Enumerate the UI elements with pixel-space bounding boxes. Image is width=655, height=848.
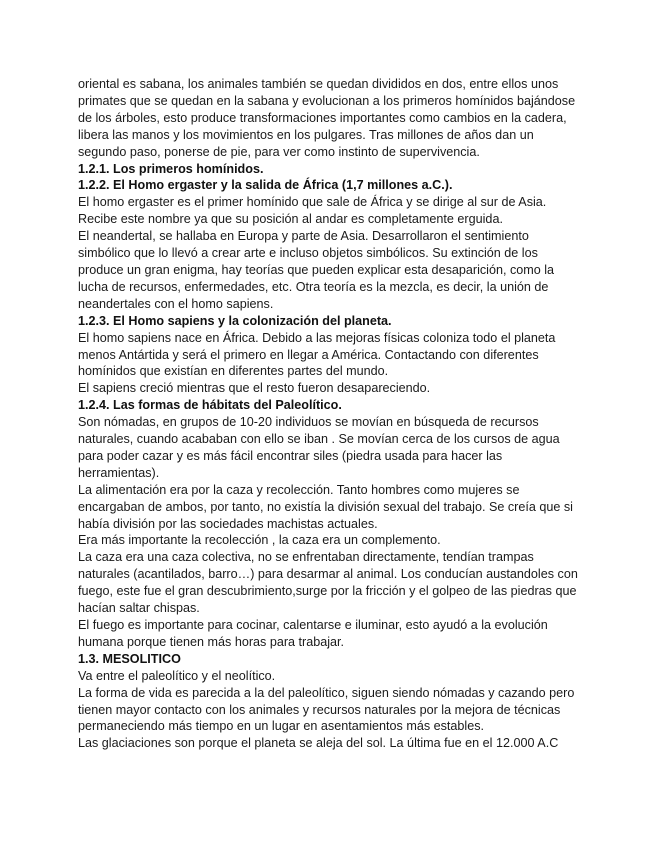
paragraph-sabana-primates: oriental es sabana, los animales también se quedan divididos en dos, entre ellos unos primates que se quedan en la sabana y evolucionan a los primeros homínidos bajándose de los árboles, esto produce transformaciones importantes como cambios en la cadera, libera las manos y los movimientos en los pulgares. Tras millones de años dan un segundo paso, ponerse de pie, para ver como instinto de supervivencia. (78, 77, 576, 159)
paragraph-entre-periodos: Va entre el paleolítico y el neolítico. (78, 668, 276, 683)
heading-primeros-hominidos: 1.2.1. Los primeros homínidos. (78, 161, 264, 176)
paragraph-homo-sapiens: El homo sapiens nace en África. Debido a las mejoras físicas coloniza todo el planeta menos Antártida y será el primero en llegar a América. Contactando con diferentes homínidos que existían en diferentes partes del mundo. (78, 330, 556, 379)
heading-homo-ergaster: 1.2.2. El Homo ergaster y la salida de África (1,7 millones a.C.). (78, 178, 453, 193)
paragraph-recoleccion: Era más importante la recolección , la caza era un complemento. (78, 533, 441, 548)
heading-homo-sapiens: 1.2.3. El Homo sapiens y la colonización del planeta. (78, 313, 392, 328)
document-page (78, 76, 578, 752)
paragraph-forma-de-vida: La forma de vida es parecida a la del paleolítico, siguen siendo nómadas y cazando pero tienen mayor contacto con los animales y recursos naturales por la mejora de técnicas permaneciendo más tiempo en un lugar en asentamientos más estables. (78, 685, 575, 734)
heading-habitats-paleolitico: 1.2.4. Las formas de hábitats del Paleolítico. (78, 398, 342, 413)
paragraph-homo-ergaster: El homo ergaster es el primer homínido que sale de África y se dirige al sur de Asia. Recibe este nombre ya que su posición al andar es completamente erguida. (78, 195, 547, 227)
paragraph-caza-colectiva: La caza era una caza colectiva, no se enfrentaban directamente, tendían trampas naturales (acantilados, barro…) para desarmar al animal. Los conducían austandoles con fuego, este fue el gran descubrimiento,surge por la fricción y el golpeo de las piedras que hacían saltar chispas. (78, 550, 578, 616)
paragraph-neandertal: El neandertal, se hallaba en Europa y parte de Asia. Desarrollaron el sentimiento simbólico que lo llevó a crear arte e incluso objetos simbólicos. Su extinción de los produce un gran enigma, hay teorías que pueden explicar esta desaparición, como la lucha de recursos, enfermedades, etc. Otra teoría es la mezcla, es decir, la unión de neandertales con el homo sapiens. (78, 229, 555, 311)
paragraph-alimentacion: La alimentación era por la caza y recolección. Tanto hombres como mujeres se encargaban de ambos, por tanto, no existía la división sexual del trabajo. Se creía que si había división por las sociedades machistas actuales. (78, 482, 573, 531)
paragraph-fuego: El fuego es importante para cocinar, calentarse e iluminar, esto ayudó a la evolución humana porque tienen más horas para trabajar. (78, 618, 548, 649)
paragraph-nomadas: Son nómadas, en grupos de 10-20 individuos se movían en búsqueda de recursos naturales, cuando acababan con ello se iban . Se movían cerca de los cursos de agua para poder cazar y es más fácil encontrar siles (piedra usada para hacer las herramientas). (78, 415, 560, 480)
paragraph-glaciaciones: Las glaciaciones son porque el planeta se aleja del sol. La última fue en el 12.000 A.C (78, 736, 559, 751)
heading-mesolitico: 1.3. MESOLITICO (78, 651, 181, 666)
paragraph-sapiens-crecio: El sapiens creció mientras que el resto fueron desapareciendo. (78, 381, 431, 396)
